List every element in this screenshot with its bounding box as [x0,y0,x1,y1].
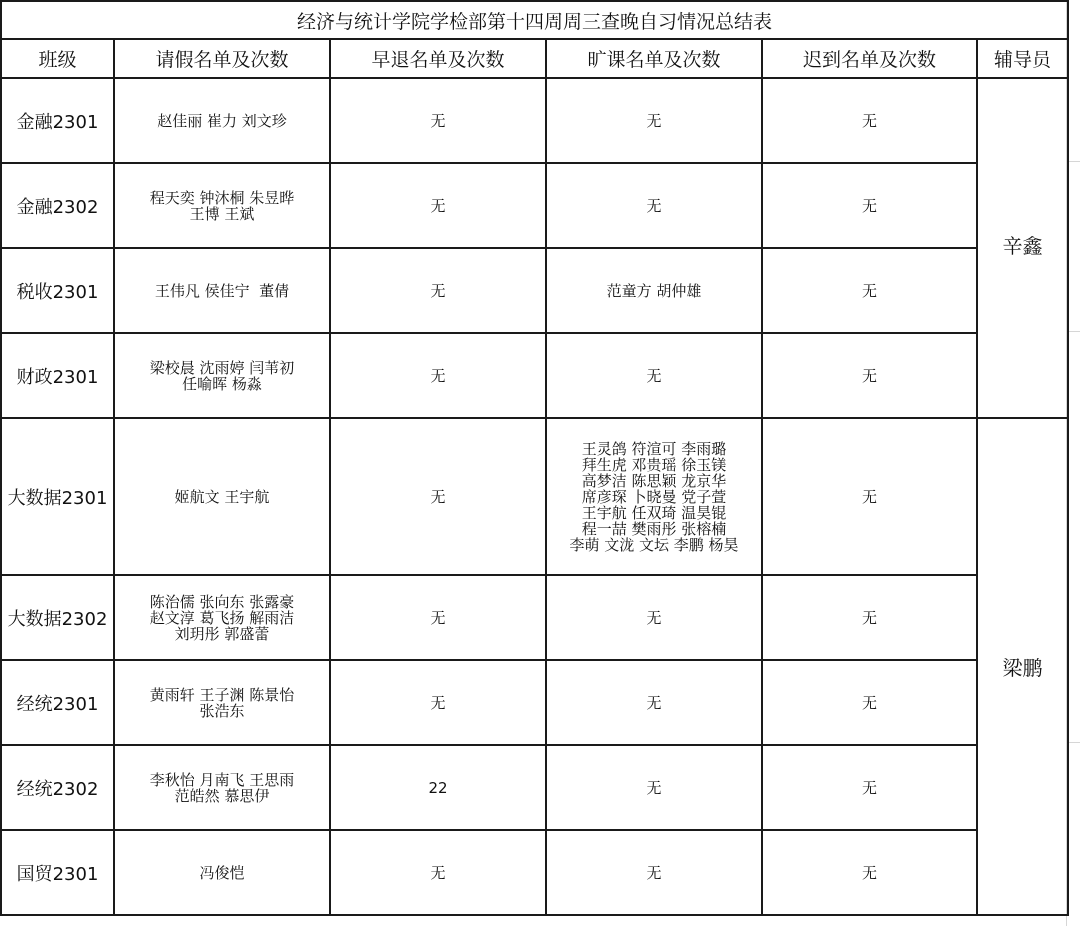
absent-cell[interactable] [546,163,762,248]
early-leave-cell[interactable]: 无 [330,163,546,248]
class-cell[interactable]: 税收2301 [1,248,114,333]
early-leave-cell[interactable]: 无 [330,418,546,575]
table-row [1,575,1068,660]
name-line: 冯俊恺 [199,863,245,882]
table-row [1,830,1068,915]
name-line: 任喻晖 杨淼 [182,374,262,393]
name-line: 无 [646,111,662,130]
absent-cell[interactable] [546,418,762,575]
name-line: 高梦洁 陈思颖 龙京华 [581,471,727,490]
name-line: 拜生虎 邓贵瑶 徐玉镁 [581,455,727,474]
counselor-name: 辛鑫 [1002,233,1043,258]
late-cell[interactable]: 无 [762,660,977,745]
late-cell[interactable]: 无 [762,333,977,418]
name-line: 无 [646,778,662,797]
early-leave-cell[interactable]: 无 [330,575,546,660]
header-absent[interactable]: 旷课名单及次数 [546,39,762,78]
table-row [1,163,1068,248]
absent-cell[interactable] [546,575,762,660]
table-row [1,333,1068,418]
header-late[interactable]: 迟到名单及次数 [762,39,977,78]
table-row [1,418,1068,575]
leave-cell[interactable] [114,830,330,915]
late-cell[interactable]: 无 [762,163,977,248]
name-line: 范童方 胡仲雄 [606,281,702,300]
name-line: 无 [646,196,662,215]
counselor-cell[interactable] [977,78,1068,418]
leave-cell[interactable] [114,163,330,248]
name-line: 无 [646,693,662,712]
table-row [1,660,1068,745]
absent-cell[interactable] [546,660,762,745]
table-row [1,78,1068,163]
header-leave[interactable]: 请假名单及次数 [114,39,330,78]
class-cell[interactable]: 金融2302 [1,163,114,248]
name-line: 张浩东 [199,701,245,720]
name-line: 赵文淳 葛飞扬 解雨洁 [149,608,295,627]
name-line: 李秋怡 月南飞 王思雨 [149,770,295,789]
name-line: 王博 王斌 [189,204,255,223]
name-line: 梁校晨 沈雨婷 闫苇初 [149,358,295,377]
class-cell[interactable]: 财政2301 [1,333,114,418]
table-row [1,745,1068,830]
name-line: 席彦琛 卜晓曼 党子萱 [581,487,727,506]
late-cell[interactable]: 无 [762,248,977,333]
name-line: 王伟凡 侯佳宁 董倩 [154,281,290,300]
early-leave-cell[interactable]: 无 [330,248,546,333]
name-line: 陈治儒 张向东 张露豪 [149,592,295,611]
leave-cell[interactable] [114,78,330,163]
late-cell[interactable]: 无 [762,745,977,830]
leave-cell[interactable] [114,248,330,333]
name-line: 王宇航 任双琦 温昊锟 [581,503,727,522]
leave-cell[interactable] [114,745,330,830]
absent-cell[interactable] [546,248,762,333]
absent-cell[interactable] [546,745,762,830]
class-cell[interactable]: 经统2301 [1,660,114,745]
leave-cell[interactable] [114,418,330,575]
leave-cell[interactable] [114,575,330,660]
absent-cell[interactable] [546,830,762,915]
leave-cell[interactable] [114,333,330,418]
early-leave-cell[interactable]: 无 [330,660,546,745]
late-cell[interactable]: 无 [762,830,977,915]
late-cell[interactable]: 无 [762,78,977,163]
early-leave-cell[interactable]: 无 [330,78,546,163]
counselor-cell[interactable] [977,418,1068,915]
name-line: 刘玥彤 郭盛蕾 [174,624,270,643]
early-leave-cell[interactable]: 22 [330,745,546,830]
name-line: 赵佳丽 崔力 刘文珍 [157,111,287,130]
early-leave-cell[interactable]: 无 [330,830,546,915]
name-line: 无 [646,863,662,882]
late-cell[interactable]: 无 [762,575,977,660]
counselor-name: 梁鹏 [1002,656,1043,680]
absent-cell[interactable] [546,78,762,163]
table-row [1,248,1068,333]
early-leave-cell[interactable]: 无 [330,333,546,418]
name-line: 李萌 文泷 文坛 李鹏 杨昊 [569,535,739,554]
late-cell[interactable]: 无 [762,418,977,575]
table-title[interactable]: 经济与统计学院学检部第十四周周三查晚自习情况总结表 [1,1,1068,39]
name-line: 王灵鸽 符渲可 李雨璐 [581,439,727,458]
header-counselor[interactable]: 辅导员 [977,39,1068,78]
class-cell[interactable]: 国贸2301 [1,830,114,915]
name-line: 黄雨轩 王子渊 陈景怡 [149,685,295,704]
class-cell[interactable]: 大数据2302 [1,575,114,660]
leave-cell[interactable] [114,660,330,745]
class-cell[interactable]: 经统2302 [1,745,114,830]
name-line: 程一喆 樊雨彤 张榕楠 [581,519,727,538]
name-line: 无 [646,366,662,385]
absent-cell[interactable] [546,333,762,418]
name-line: 无 [646,608,662,627]
name-line: 范皓然 慕思伊 [174,786,270,805]
header-class[interactable]: 班级 [1,39,114,78]
class-cell[interactable]: 大数据2301 [1,418,114,575]
name-line: 姬航文 王宇航 [174,487,270,506]
class-cell[interactable]: 金融2301 [1,78,114,163]
name-line: 程天奕 钟沐桐 朱昱晔 [149,188,295,207]
header-row [1,39,1068,78]
header-early-leave[interactable]: 早退名单及次数 [330,39,546,78]
